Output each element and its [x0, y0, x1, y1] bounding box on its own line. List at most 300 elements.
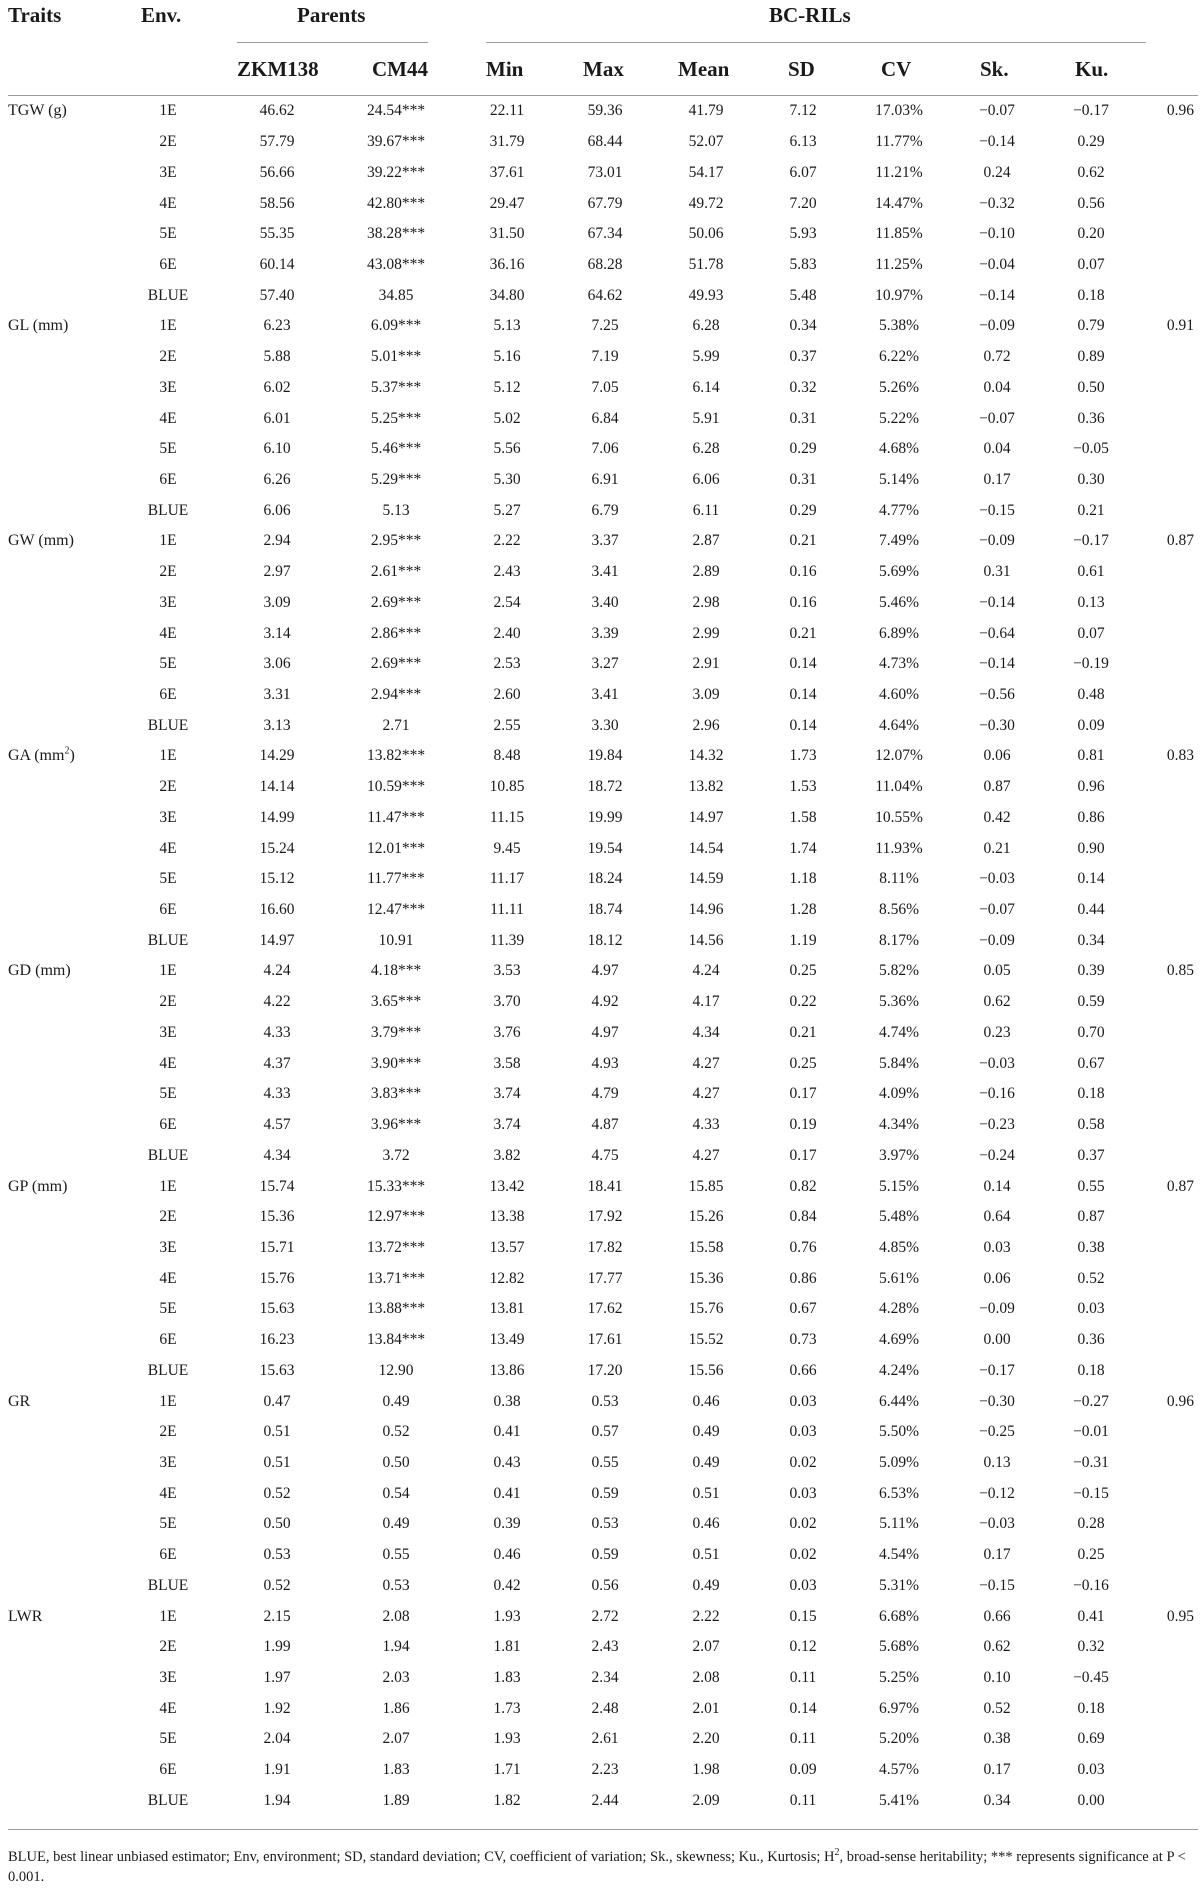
cv-cell: 4.74%	[878, 1023, 920, 1041]
mean-cell: 4.33	[692, 1116, 720, 1134]
h2-cell	[1138, 1294, 1198, 1325]
ku-cell: 0.03	[1077, 1761, 1105, 1779]
sk-cell: −0.30	[979, 1392, 1015, 1410]
ku-cell: 0.09	[1077, 716, 1105, 734]
ku-cell: 0.29	[1077, 133, 1105, 151]
mean-cell: 54.17	[688, 163, 724, 181]
table-row	[8, 1233, 1198, 1264]
env-cell: BLUE	[147, 1146, 189, 1164]
h2-cell	[1138, 372, 1198, 403]
sk-cell: −0.09	[979, 1300, 1015, 1318]
mean-cell: 6.14	[692, 378, 720, 396]
cv-cell: 4.54%	[878, 1546, 920, 1564]
trait-cell	[8, 157, 116, 188]
cv-cell: 5.09%	[878, 1453, 920, 1471]
max-cell: 3.41	[591, 686, 619, 704]
min-cell: 13.57	[489, 1238, 525, 1256]
cv-cell: 6.22%	[878, 348, 920, 366]
min-cell: 0.38	[493, 1392, 521, 1410]
trait-cell	[8, 250, 116, 281]
env-cell: 4E	[159, 409, 177, 427]
zkm138-cell: 57.79	[259, 133, 295, 151]
header-cm44: CM44	[372, 57, 428, 81]
zkm138-cell: 14.99	[259, 808, 295, 826]
min-cell: 2.40	[493, 624, 521, 642]
min-cell: 11.17	[489, 870, 525, 888]
cv-cell: 4.09%	[878, 1085, 920, 1103]
trait-cell	[8, 1448, 116, 1479]
sd-cell: 0.21	[789, 1023, 817, 1041]
zkm138-cell: 14.14	[259, 778, 295, 796]
cm44-cell: 38.28***	[366, 225, 426, 243]
h2-cell	[1138, 434, 1198, 465]
max-cell: 3.40	[591, 593, 619, 611]
cm44-cell: 13.84***	[366, 1331, 426, 1349]
max-cell: 67.34	[587, 225, 623, 243]
max-cell: 4.93	[591, 1054, 619, 1072]
env-cell: 2E	[159, 563, 177, 581]
table-row	[8, 526, 1198, 557]
cm44-cell: 6.09***	[370, 317, 422, 335]
ku-cell: −0.45	[1073, 1669, 1109, 1687]
sd-cell: 0.11	[789, 1669, 817, 1687]
mean-cell: 0.51	[692, 1484, 720, 1502]
trait-cell	[8, 987, 116, 1018]
h2-cell: 0.83	[1166, 747, 1194, 765]
h2-cell	[1138, 588, 1198, 619]
cv-cell: 4.60%	[878, 686, 920, 704]
cv-cell: 4.28%	[878, 1300, 920, 1318]
cm44-cell: 0.49	[382, 1515, 410, 1533]
cm44-cell: 3.96***	[370, 1116, 422, 1134]
trait-cell	[8, 1786, 116, 1817]
table-row	[8, 864, 1198, 895]
env-cell: 6E	[159, 686, 177, 704]
env-cell: BLUE	[147, 1361, 189, 1379]
table-row	[8, 1263, 1198, 1294]
ku-cell: 0.28	[1077, 1515, 1105, 1533]
mean-cell: 15.52	[688, 1331, 724, 1349]
sd-cell: 5.93	[789, 225, 817, 243]
max-cell: 64.62	[587, 286, 623, 304]
trait-cell	[8, 1417, 116, 1448]
min-cell: 1.93	[493, 1607, 521, 1625]
trait-cell	[8, 833, 116, 864]
cv-cell: 12.07%	[875, 747, 923, 765]
sk-cell: −0.16	[979, 1085, 1015, 1103]
h2-cell	[1138, 465, 1198, 496]
trait-label: GW (mm)	[8, 532, 74, 550]
sd-cell: 0.02	[789, 1453, 817, 1471]
trait-cell	[8, 280, 116, 311]
sk-cell: −0.10	[979, 225, 1015, 243]
max-cell: 7.05	[591, 378, 619, 396]
h2-cell	[1138, 1632, 1198, 1663]
trait-label: GA (mm	[8, 747, 65, 765]
h2-cell	[1138, 342, 1198, 373]
cm44-cell: 1.86	[382, 1699, 410, 1717]
env-cell: 1E	[159, 317, 177, 335]
cv-cell: 5.69%	[878, 563, 920, 581]
cv-cell: 5.36%	[878, 993, 920, 1011]
zkm138-cell: 0.51	[263, 1423, 291, 1441]
cv-cell: 4.64%	[878, 716, 920, 734]
min-cell: 22.11	[489, 102, 525, 120]
zkm138-cell: 0.51	[263, 1453, 291, 1471]
env-cell: 3E	[159, 1669, 177, 1687]
min-cell: 1.71	[493, 1761, 521, 1779]
zkm138-cell: 2.15	[263, 1607, 291, 1625]
cv-cell: 4.34%	[878, 1116, 920, 1134]
header-ku: Ku.	[1075, 57, 1109, 81]
sd-cell: 0.03	[789, 1423, 817, 1441]
zkm138-cell: 4.33	[263, 1023, 291, 1041]
ku-cell: 0.50	[1077, 378, 1105, 396]
zkm138-cell: 3.06	[263, 655, 291, 673]
min-cell: 11.11	[490, 901, 524, 919]
cv-cell: 5.84%	[878, 1054, 920, 1072]
zkm138-cell: 15.24	[259, 839, 295, 857]
max-cell: 3.30	[591, 716, 619, 734]
table-row	[8, 1018, 1198, 1049]
max-cell: 6.79	[591, 501, 619, 519]
h2-cell	[1138, 925, 1198, 956]
cv-cell: 5.26%	[878, 378, 920, 396]
min-cell: 0.39	[493, 1515, 521, 1533]
cm44-cell: 13.82***	[366, 747, 426, 765]
cm44-cell: 0.53	[382, 1576, 410, 1594]
table-row	[8, 1202, 1198, 1233]
h2-cell: 0.95	[1166, 1607, 1194, 1625]
cm44-cell: 15.33***	[366, 1177, 426, 1195]
trait-cell	[8, 1693, 116, 1724]
cm44-cell: 2.94***	[370, 686, 422, 704]
mean-cell: 14.96	[688, 901, 724, 919]
min-cell: 31.79	[489, 133, 525, 151]
h2-cell	[1138, 1755, 1198, 1786]
ku-cell: 0.38	[1077, 1238, 1105, 1256]
sd-cell: 0.66	[789, 1361, 817, 1379]
max-cell: 0.55	[591, 1453, 619, 1471]
sd-cell: 0.02	[789, 1515, 817, 1533]
ku-cell: 0.90	[1077, 839, 1105, 857]
max-cell: 17.77	[587, 1269, 623, 1287]
mean-cell: 15.58	[688, 1238, 724, 1256]
cv-cell: 17.03%	[875, 102, 923, 120]
sk-cell: −0.09	[979, 317, 1015, 335]
cv-cell: 4.57%	[878, 1761, 920, 1779]
env-cell: 6E	[159, 1546, 177, 1564]
env-cell: 5E	[159, 1300, 177, 1318]
trait-label: GL (mm)	[8, 317, 69, 335]
trait-cell	[8, 495, 116, 526]
zkm138-cell: 1.94	[263, 1791, 291, 1809]
zkm138-cell: 15.76	[259, 1269, 295, 1287]
min-cell: 1.82	[493, 1791, 521, 1809]
sk-cell: 0.21	[983, 839, 1011, 857]
zkm138-cell: 2.04	[263, 1730, 291, 1748]
ku-cell: 0.36	[1077, 1331, 1105, 1349]
max-cell: 3.41	[591, 563, 619, 581]
trait-cell	[8, 311, 116, 342]
mean-cell: 6.28	[692, 440, 720, 458]
ku-cell: 0.86	[1077, 808, 1105, 826]
cm44-cell: 42.80***	[366, 194, 426, 212]
cm44-cell: 5.46***	[370, 440, 422, 458]
ku-cell: 0.18	[1077, 286, 1105, 304]
mean-cell: 0.46	[692, 1392, 720, 1410]
max-cell: 7.25	[591, 317, 619, 335]
sk-cell: −0.17	[979, 1361, 1015, 1379]
zkm138-cell: 14.29	[259, 747, 295, 765]
env-cell: 5E	[159, 1730, 177, 1748]
ku-cell: 0.18	[1077, 1699, 1105, 1717]
sk-cell: 0.00	[983, 1331, 1011, 1349]
max-cell: 0.59	[591, 1484, 619, 1502]
cv-cell: 5.48%	[878, 1208, 920, 1226]
sk-cell: 0.62	[983, 1638, 1011, 1656]
min-cell: 34.80	[489, 286, 525, 304]
h2-cell	[1138, 1263, 1198, 1294]
ku-cell: −0.27	[1073, 1392, 1109, 1410]
env-cell: 6E	[159, 470, 177, 488]
max-cell: 3.39	[591, 624, 619, 642]
min-cell: 5.16	[493, 348, 521, 366]
sk-cell: 0.06	[983, 747, 1011, 765]
ku-cell: 0.37	[1077, 1146, 1105, 1164]
zkm138-cell: 0.50	[263, 1515, 291, 1533]
trait-cell	[8, 803, 116, 834]
sk-cell: −0.56	[979, 686, 1015, 704]
trait-cell	[8, 925, 116, 956]
sd-cell: 0.03	[789, 1392, 817, 1410]
cm44-cell: 1.83	[382, 1761, 410, 1779]
h2-cell	[1138, 1079, 1198, 1110]
trait-cell	[8, 618, 116, 649]
sk-cell: −0.14	[979, 593, 1015, 611]
table-row	[8, 1478, 1198, 1509]
max-cell: 0.53	[591, 1515, 619, 1533]
footnote-text-b: , broad-sense heritability; *** represents significance at P < 0.001.	[8, 1849, 1186, 1885]
min-cell: 13.49	[489, 1331, 525, 1349]
sd-cell: 0.16	[789, 563, 817, 581]
ku-cell: 0.20	[1077, 225, 1105, 243]
h2-cell	[1138, 1540, 1198, 1571]
cv-cell: 5.61%	[878, 1269, 920, 1287]
mean-cell: 6.06	[692, 470, 720, 488]
ku-cell: −0.31	[1073, 1453, 1109, 1471]
zkm138-cell: 4.24	[263, 962, 291, 980]
cm44-cell: 12.90	[378, 1361, 414, 1379]
zkm138-cell: 57.40	[259, 286, 295, 304]
trait-label: TGW (g)	[8, 102, 67, 120]
trait-label: GR	[8, 1392, 31, 1410]
sk-cell: −0.15	[979, 1576, 1015, 1594]
mean-cell: 4.34	[692, 1023, 720, 1041]
table-row	[8, 1786, 1198, 1817]
table-row	[8, 1755, 1198, 1786]
cm44-cell: 2.03	[382, 1669, 410, 1687]
max-cell: 0.57	[591, 1423, 619, 1441]
table-header	[8, 0, 1198, 96]
env-cell: 1E	[159, 962, 177, 980]
mean-cell: 0.49	[692, 1423, 720, 1441]
table-row	[8, 342, 1198, 373]
mean-cell: 51.78	[688, 255, 724, 273]
ku-cell: 0.30	[1077, 470, 1105, 488]
h2-cell: 0.96	[1166, 1392, 1194, 1410]
sk-cell: −0.09	[979, 532, 1015, 550]
min-cell: 5.27	[493, 501, 521, 519]
sd-cell: 0.25	[789, 962, 817, 980]
min-cell: 0.43	[493, 1453, 521, 1471]
env-cell: 2E	[159, 1638, 177, 1656]
header-traits: Traits	[8, 3, 62, 27]
h2-cell: 0.96	[1166, 102, 1194, 120]
ku-cell: −0.19	[1073, 655, 1109, 673]
sd-cell: 0.34	[789, 317, 817, 335]
sd-cell: 0.17	[789, 1146, 817, 1164]
sd-cell: 0.32	[789, 378, 817, 396]
ku-cell: 0.52	[1077, 1269, 1105, 1287]
header-bc-rils: BC-RILs	[769, 3, 851, 27]
mean-cell: 13.82	[688, 778, 724, 796]
trait-cell	[8, 1110, 116, 1141]
cm44-cell: 0.49	[382, 1392, 410, 1410]
cv-cell: 6.97%	[878, 1699, 920, 1717]
sd-cell: 0.03	[789, 1576, 817, 1594]
trait-cell	[8, 372, 116, 403]
env-cell: 2E	[159, 1208, 177, 1226]
cm44-cell: 12.97***	[366, 1208, 426, 1226]
max-cell: 17.62	[587, 1300, 623, 1318]
min-cell: 5.02	[493, 409, 521, 427]
cv-cell: 6.44%	[878, 1392, 920, 1410]
table-row	[8, 618, 1198, 649]
h2-cell	[1138, 1140, 1198, 1171]
max-cell: 4.92	[591, 993, 619, 1011]
header-sd: SD	[788, 57, 815, 81]
mean-cell: 0.49	[692, 1453, 720, 1471]
mean-cell: 0.46	[692, 1515, 720, 1533]
ku-cell: 0.61	[1077, 563, 1105, 581]
max-cell: 19.54	[587, 839, 623, 857]
cv-cell: 5.82%	[878, 962, 920, 980]
min-cell: 3.53	[493, 962, 521, 980]
max-cell: 7.06	[591, 440, 619, 458]
trait-cell	[8, 956, 116, 987]
table-row	[8, 1386, 1198, 1417]
zkm138-cell: 4.57	[263, 1116, 291, 1134]
min-cell: 3.74	[493, 1085, 521, 1103]
h2-cell	[1138, 1355, 1198, 1386]
trait-cell	[8, 1632, 116, 1663]
cm44-cell: 39.67***	[366, 133, 426, 151]
table-bottom-rule	[8, 1829, 1198, 1830]
mean-cell: 49.72	[688, 194, 724, 212]
sk-cell: −0.30	[979, 716, 1015, 734]
cm44-cell: 2.07	[382, 1730, 410, 1748]
sd-cell: 0.37	[789, 348, 817, 366]
sk-cell: 0.24	[983, 163, 1011, 181]
h2-cell	[1138, 649, 1198, 680]
header-zkm138: ZKM138	[237, 57, 319, 81]
ku-cell: 0.59	[1077, 993, 1105, 1011]
table-row	[8, 649, 1198, 680]
env-cell: 3E	[159, 1238, 177, 1256]
cm44-cell: 1.89	[382, 1791, 410, 1809]
trait-cell	[8, 649, 116, 680]
cm44-cell: 34.85	[378, 286, 414, 304]
max-cell: 17.20	[587, 1361, 623, 1379]
ku-cell: 0.03	[1077, 1300, 1105, 1318]
parents-underline	[237, 42, 428, 43]
cv-cell: 11.77%	[875, 133, 923, 151]
mean-cell: 41.79	[688, 102, 724, 120]
min-cell: 13.81	[489, 1300, 525, 1318]
cv-cell: 10.55%	[875, 808, 923, 826]
h2-cell	[1138, 1478, 1198, 1509]
zkm138-cell: 3.09	[263, 593, 291, 611]
trait-cell	[8, 219, 116, 250]
zkm138-cell: 15.63	[259, 1300, 295, 1318]
cm44-cell: 0.50	[382, 1453, 410, 1471]
header-parents: Parents	[297, 3, 366, 27]
env-cell: 2E	[159, 133, 177, 151]
cv-cell: 5.31%	[878, 1576, 920, 1594]
env-cell: 4E	[159, 194, 177, 212]
h2-cell	[1138, 495, 1198, 526]
zkm138-cell: 1.92	[263, 1699, 291, 1717]
h2-cell	[1138, 157, 1198, 188]
cm44-cell: 2.69***	[370, 593, 422, 611]
sk-cell: 0.62	[983, 993, 1011, 1011]
ku-cell: 0.36	[1077, 409, 1105, 427]
cv-cell: 3.97%	[878, 1146, 920, 1164]
cv-cell: 5.38%	[878, 317, 920, 335]
trait-cell	[8, 434, 116, 465]
sk-cell: −0.14	[979, 133, 1015, 151]
cm44-cell: 13.71***	[366, 1269, 426, 1287]
table-row	[8, 1417, 1198, 1448]
sd-cell: 0.29	[789, 501, 817, 519]
table-row	[8, 1355, 1198, 1386]
h2-cell	[1138, 557, 1198, 588]
env-cell: 1E	[159, 1607, 177, 1625]
max-cell: 18.72	[587, 778, 623, 796]
cm44-cell: 5.29***	[370, 470, 422, 488]
ku-cell: 0.18	[1077, 1085, 1105, 1103]
max-cell: 0.53	[591, 1392, 619, 1410]
ku-cell: 0.25	[1077, 1546, 1105, 1564]
table-row	[8, 987, 1198, 1018]
mean-cell: 2.96	[692, 716, 720, 734]
sk-cell: 0.04	[983, 378, 1011, 396]
mean-cell: 4.27	[692, 1085, 720, 1103]
ku-cell: −0.05	[1073, 440, 1109, 458]
sd-cell: 0.03	[789, 1484, 817, 1502]
table-row	[8, 1540, 1198, 1571]
env-cell: 1E	[159, 1392, 177, 1410]
table-row	[8, 1571, 1198, 1602]
trait-cell	[8, 1171, 116, 1202]
zkm138-cell: 15.36	[259, 1208, 295, 1226]
min-cell: 3.58	[493, 1054, 521, 1072]
mean-cell: 14.54	[688, 839, 724, 857]
min-cell: 2.55	[493, 716, 521, 734]
ku-cell: 0.56	[1077, 194, 1105, 212]
sd-cell: 1.53	[789, 778, 817, 796]
